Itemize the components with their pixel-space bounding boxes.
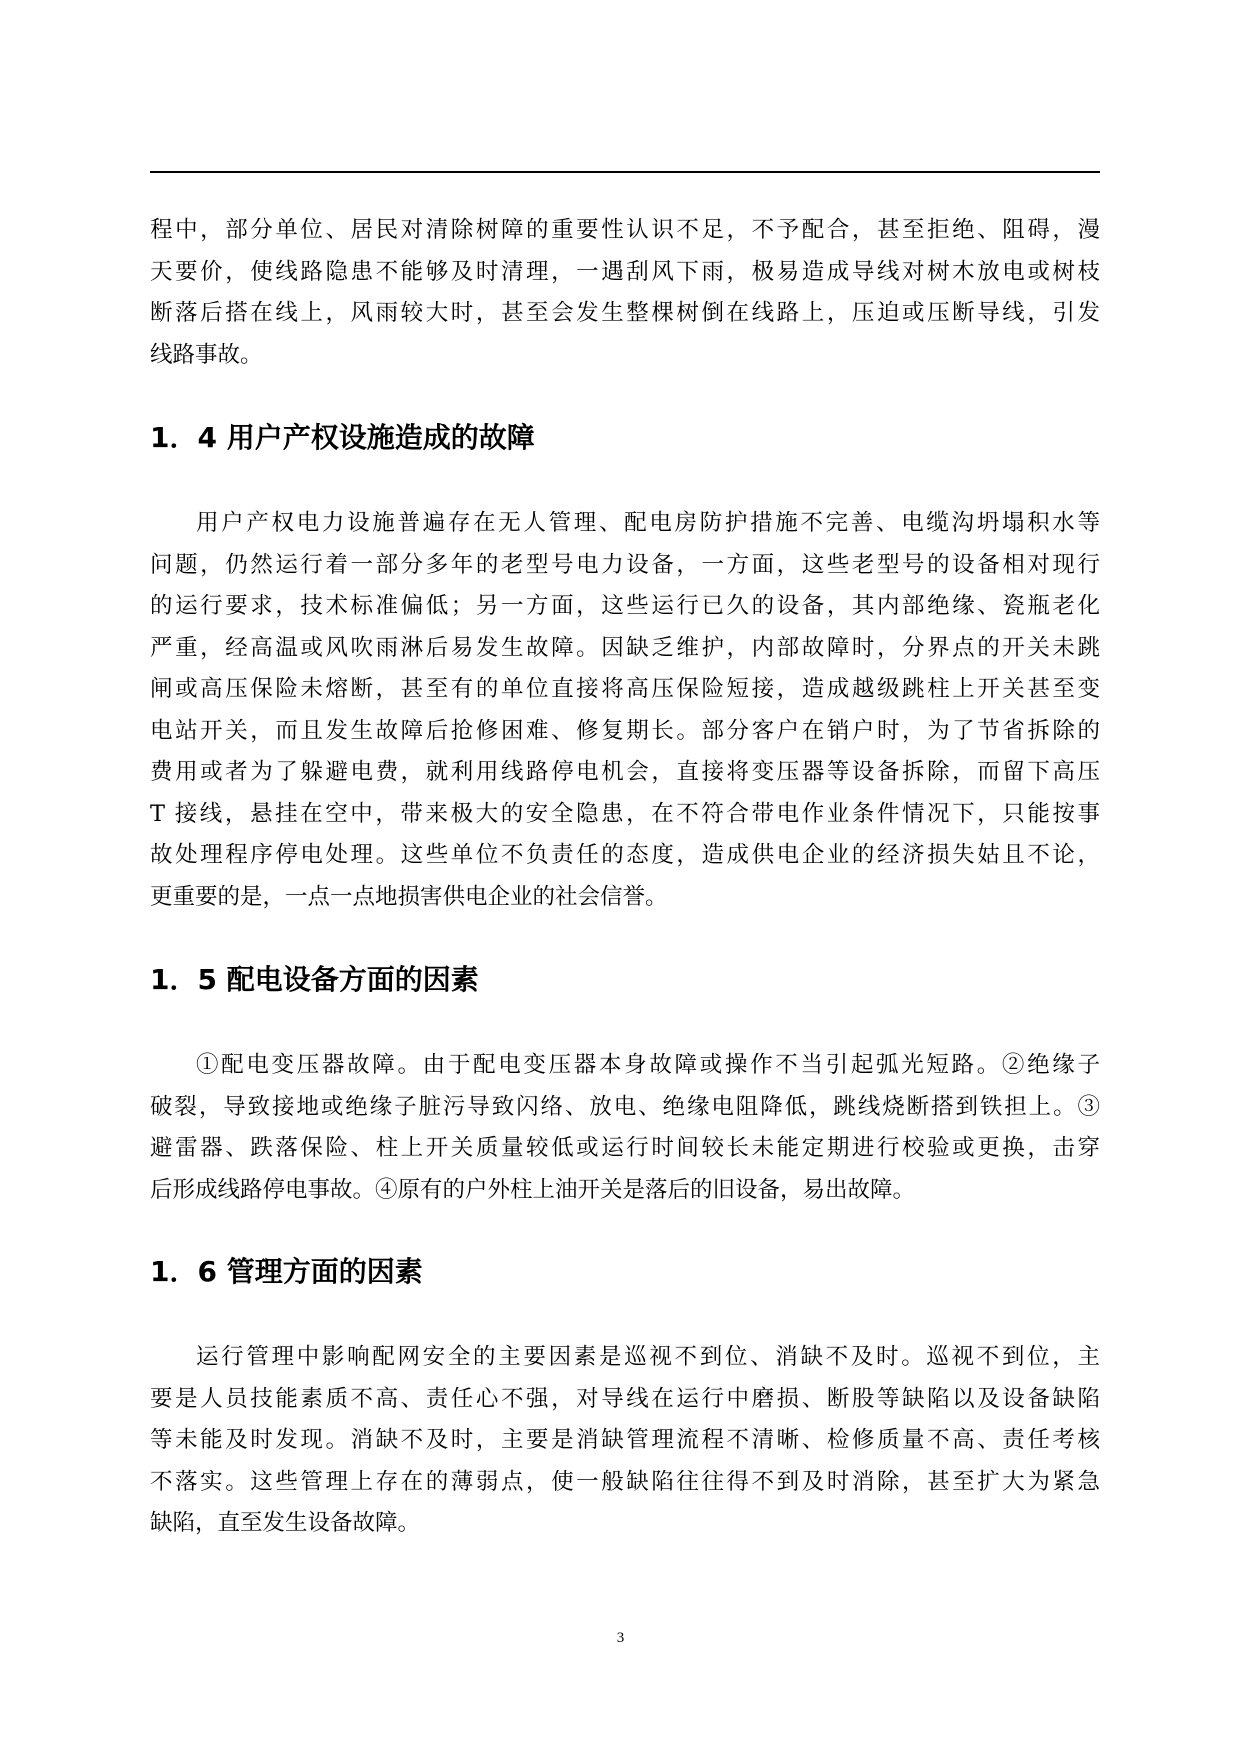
paragraph-line: 后形成线路停电事故。④原有的户外柱上油开关是落后的旧设备，易出故障。 [150,1176,916,1203]
paragraph-line: 闸或高压保险未熔断，甚至有的单位直接将高压保险短接，造成越级跳柱上开关甚至变 [150,676,1100,702]
paragraph-line: ①配电变压器故障。由于配电变压器本身故障或操作不当引起弧光短路。②绝缘子 [196,1052,1100,1078]
paragraph-user-owned-facilities [150,503,1100,918]
paragraph-line: 的运行要求，技术标准偏低；另一方面，这些运行已久的设备，其内部绝缘、瓷瓶老化 [150,593,1100,619]
paragraph-line: 等未能及时发现。消缺不及时，主要是消缺管理流程不清晰、检修质量不高、责任考核 [150,1427,1100,1453]
paragraph-line: 费用或者为了躲避电费，就利用线路停电机会，直接将变压器等设备拆除，而留下高压 [150,759,1100,785]
page-number: 3 [616,1630,625,1646]
paragraph-line: 天要价，使线路隐患不能够及时清理，一遇刮风下雨，极易造成导线对树木放电或树枝 [150,258,1100,285]
paragraph-tree-hazards-continued [150,210,1100,376]
paragraph-line: 严重，经高温或风吹雨淋后易发生故障。因缺乏维护，内部故障时，分界点的开关未跳 [150,634,1100,661]
header-rule [150,171,1100,173]
section-heading-1-4: 1．4 用户产权设施造成的故障 [150,421,535,454]
paragraph-line: T 接线，悬挂在空中，带来极大的安全隐患，在不符合带电作业条件情况下，只能按事 [150,800,1100,827]
paragraph-line: 运行管理中影响配网安全的主要因素是巡视不到位、消缺不及时。巡视不到位，主 [196,1344,1100,1370]
paragraph-distribution-equipment [150,1045,1100,1211]
paragraph-line: 断落后搭在线上，风雨较大时，甚至会发生整棵树倒在线路上，压迫或压断导线，引发 [150,300,1100,326]
paragraph-line: 问题，仍然运行着一部分多年的老型号电力设备，一方面，这些老型号的设备相对现行 [150,551,1100,578]
paragraph-line: 要是人员技能素质不高、责任心不强，对导线在运行中磨损、断股等缺陷以及设备缺陷 [150,1385,1100,1412]
paragraph-line: 程中，部分单位、居民对清除树障的重要性认识不足，不予配合，甚至拒绝、阻碍，漫 [150,217,1100,243]
paragraph-line: 破裂，导致接地或绝缘子脏污导致闪络、放电、绝缘电阻降低，跳线烧断搭到铁担上。③ [150,1093,1100,1120]
paragraph-line: 电站开关，而且发生故障后抢修困难、修复期长。部分客户在销户时，为了节省拆除的 [150,717,1100,744]
paragraph-line: 更重要的是，一点一点地损害供电企业的社会信誉。 [150,883,668,910]
section-heading-1-6: 1．6 管理方面的因素 [150,1255,423,1288]
paragraph-line: 避雷器、跌落保险、柱上开关质量较低或运行时间较长未能定期进行校验或更换，击穿 [150,1135,1100,1161]
paragraph-line: 不落实。这些管理上存在的薄弱点，使一般缺陷往往得不到及时消除，甚至扩大为紧急 [150,1468,1100,1495]
page-body [150,210,1100,1545]
paragraph-line: 故处理程序停电处理。这些单位不负责任的态度，造成供电企业的经济损失姑且不论， [150,842,1100,868]
paragraph-line: 线路事故。 [150,341,263,368]
paragraph-management-factors [150,1337,1100,1545]
paragraph-line: 用户产权电力设施普遍存在无人管理、配电房防护措施不完善、电缆沟坍塌积水等 [196,510,1100,536]
paragraph-line: 缺陷，直至发生设备故障。 [150,1510,421,1536]
section-heading-1-5: 1．5 配电设备方面的因素 [150,963,479,996]
